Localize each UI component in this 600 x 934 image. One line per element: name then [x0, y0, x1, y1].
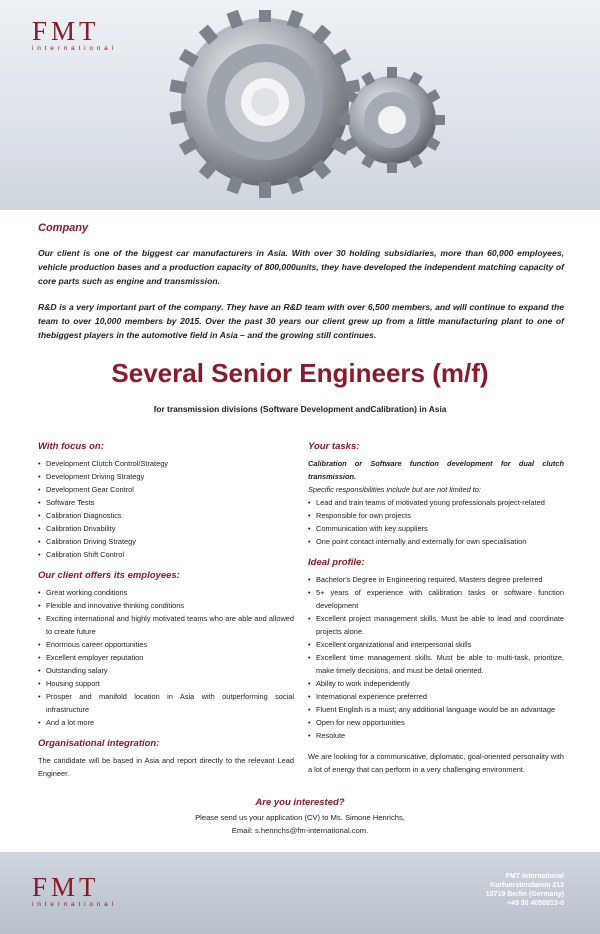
company-paragraph-1: Our client is one of the biggest car manufacturers in Asia. With over 30 holding subsidiaries, more than 60,000 employees, vehicle production bases and a production capacity of 800,000units, they have developed the independent matching capacity of core parts such as engine and transmission.	[38, 248, 564, 286]
call-to-action	[0, 796, 600, 837]
list-item: • Prosper and manifold location in Asia with outperforming social infrastructure	[38, 690, 294, 716]
offers-list	[38, 586, 294, 729]
list-item: • And a lot more	[38, 716, 294, 729]
list-item: • Development Driving Strategy	[38, 470, 294, 483]
list-item: • Great working conditions	[38, 586, 294, 599]
profile-title: Ideal profile:	[308, 557, 365, 568]
integration-title: Organisational integration:	[38, 738, 160, 749]
footer-banner	[0, 852, 600, 934]
left-column	[38, 440, 294, 780]
gears-image	[160, 10, 460, 205]
offers-title: Our client offers its employees:	[38, 570, 180, 581]
list-item: • Flexible and innovative thinking conditions	[38, 599, 294, 612]
cta-email[interactable]: Email: s.henrichs@fm-international.com.	[231, 826, 369, 835]
logo-mark: FMT	[32, 872, 100, 902]
address-city: 10719 Berlin (Germany)	[485, 891, 564, 898]
list-item: • Outstanding salary	[38, 664, 294, 677]
tasks-intro: Calibration or Software function development for dual clutch transmission.	[308, 459, 564, 481]
focus-title: With focus on:	[38, 441, 104, 452]
list-item: • Housing support	[38, 677, 294, 690]
list-item: • Calibration Shift Control	[38, 548, 294, 561]
large-gear-icon	[169, 10, 360, 198]
logo-mark: FMT	[32, 16, 100, 46]
cta-line-1: Please send us your application (CV) to Ms. Simone Henrichs,	[195, 813, 405, 822]
address-company: FMT International	[505, 873, 564, 880]
list-item: • Software Tests	[38, 496, 294, 509]
list-item: • Excellent organizational and interpersonal skills	[308, 638, 564, 651]
address-street: Kurfuerstendamm 213	[490, 882, 564, 889]
list-item: • Excellent employer reputation	[38, 651, 294, 664]
profile-closing: We are looking for a communicative, diplomatic, goal-oriented personality with a lot of energy that can perform in a very challenging environment.	[308, 752, 564, 774]
address-block	[486, 872, 564, 908]
profile-list	[308, 573, 564, 742]
list-item: • Lead and train teams of motivated young professionals project-related	[308, 496, 564, 509]
list-item: • Responsible for own projects	[308, 509, 564, 522]
cta-question: Are you interested?	[255, 797, 345, 808]
tasks-list	[308, 496, 564, 548]
job-headline: Several Senior Engineers (m/f)	[111, 358, 489, 388]
footer-logo	[32, 874, 117, 908]
list-item: • Resolute	[308, 729, 564, 742]
list-item: • Enormous career opportunities	[38, 638, 294, 651]
list-item: • Excellent project management skills. Must be able to lead and coordinate projects alone.	[308, 612, 564, 638]
job-subline: for transmission divisions (Software Development andCalibration) in Asia	[153, 404, 447, 414]
address-phone: +49 30 4050813-0	[506, 900, 564, 907]
integration-text: The candidate will be based in Asia and report directly to the relevant Lead Engineer.	[38, 756, 294, 778]
company-paragraph-2: R&D is a very important part of the company. They have an R&D team with over 6,500 members, and will continue to expand the team to over 10,000 members by 2015. Over the past 30 years our client grew up from a little manufacturing plant to one of thebiggest players in the automotive field in Asia – and the growing still continues.	[38, 302, 564, 340]
list-item: • One point contact internally and externally for own specialisation	[308, 535, 564, 548]
list-item: • Development Gear Control	[38, 483, 294, 496]
list-item: • Calibration Diagnostics	[38, 509, 294, 522]
list-item: • International experience preferred	[308, 690, 564, 703]
list-item: • Fluent English is a must; any additional language would be an advantage	[308, 703, 564, 716]
list-item: • Ability to work independently	[308, 677, 564, 690]
header-banner	[0, 0, 600, 210]
right-column	[308, 440, 564, 776]
company-title: Company	[38, 222, 89, 234]
list-item: • Communication with key suppliers	[308, 522, 564, 535]
tasks-title: Your tasks:	[308, 441, 360, 452]
logo-subtitle: international	[32, 901, 117, 908]
list-item: • Calibration Driving Strategy	[38, 535, 294, 548]
list-item: • Exciting international and highly motivated teams who are able and allowed to create future	[38, 612, 294, 638]
fmt-logo	[32, 18, 117, 52]
list-item: • 5+ years of experience with calibration tasks or software function development	[308, 586, 564, 612]
list-item: • Open for new opportunities	[308, 716, 564, 729]
list-item: • Development Clutch Control/Strategy	[38, 457, 294, 470]
tasks-note: Specific responsibilities include but are not limited to:	[308, 485, 481, 494]
logo-subtitle: international	[32, 45, 117, 52]
list-item: • Excellent time management skills. Must be able to multi-task, prioritize, make timely decisions, and must be detail oriented.	[308, 651, 564, 677]
focus-list	[38, 457, 294, 561]
company-section	[38, 222, 564, 354]
list-item: • Bachelor's Degree in Engineering required, Masters degree preferred	[308, 573, 564, 586]
list-item: • Calibration Drivability	[38, 522, 294, 535]
